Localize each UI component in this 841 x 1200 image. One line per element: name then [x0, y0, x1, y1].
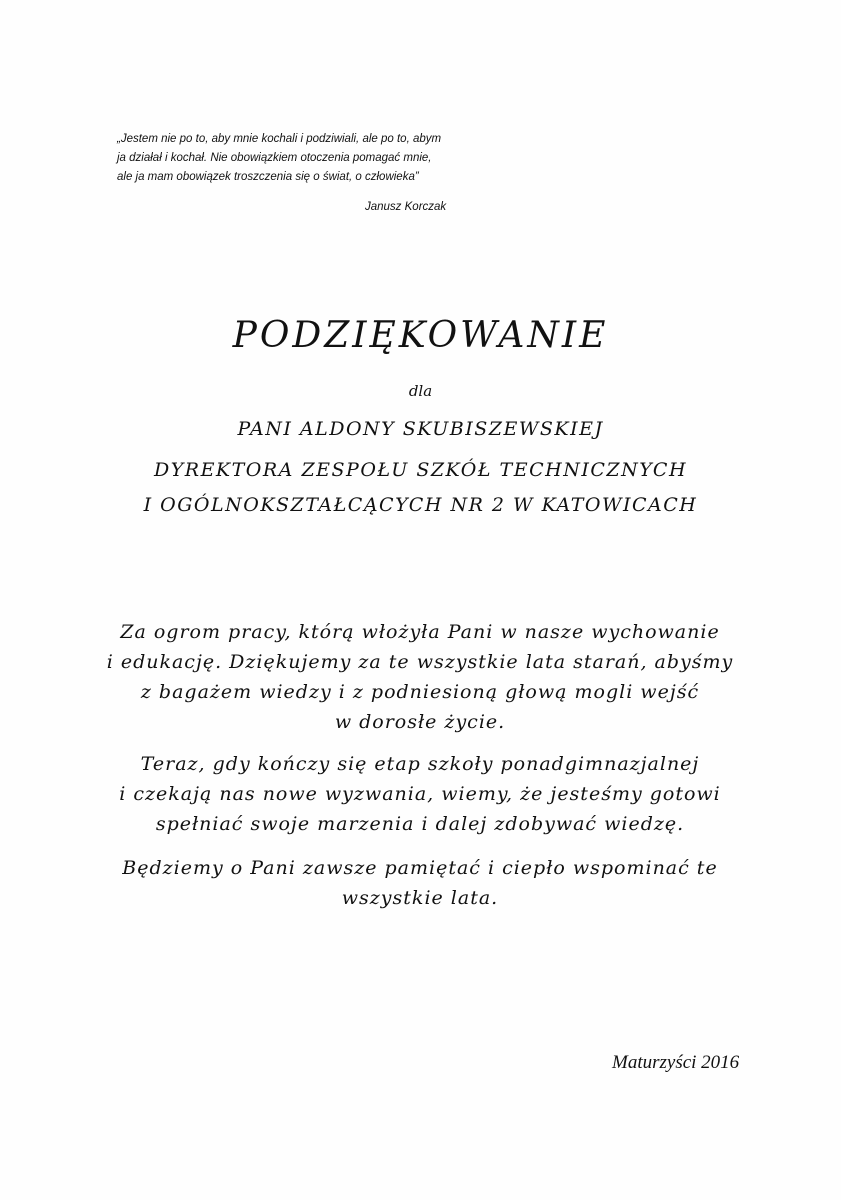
recipient-title-line-2: I OGÓLNOKSZTAŁCĄCYCH NR 2 W KATOWICACH — [143, 494, 698, 516]
body-paragraph-2 — [60, 749, 780, 839]
body-line: Będziemy o Pani zawsze pamiętać i ciepło wspominać te — [122, 857, 718, 879]
signature: Maturzyści 2016 — [612, 1052, 740, 1073]
body-line: i czekają nas nowe wyzwania, wiemy, że jesteśmy gotowi — [119, 783, 721, 805]
body-line: Teraz, gdy kończy się etap szkoły ponadgimnazjalnej — [140, 753, 700, 775]
body-line: Za ogrom pracy, którą włożyła Pani w nasze wychowanie — [120, 621, 720, 643]
recipient-name: PANI ALDONY SKUBISZEWSKIEJ — [237, 418, 604, 440]
page-title: PODZIĘKOWANIE — [232, 315, 609, 356]
epigraph-line: ja działał i kochał. Nie obowiązkiem otoczenia pomagać mnie, — [117, 152, 432, 164]
body-line: w dorosłe życie. — [334, 711, 506, 733]
body-line: i edukację. Dziękujemy za te wszystkie lata starań, abyśmy — [106, 651, 734, 673]
recipient-title-line-1: DYREKTORA ZESPOŁU SZKÓŁ TECHNICZNYCH — [153, 459, 688, 481]
epigraph-quote — [117, 130, 477, 213]
body-paragraph-1 — [60, 617, 780, 737]
epigraph-author: Janusz Korczak — [365, 201, 447, 213]
body-line: z bagażem wiedzy i z podniesioną głową mogli wejść — [140, 681, 700, 703]
body-paragraph-3 — [60, 853, 780, 913]
epigraph-line: „Jestem nie po to, aby mnie kochali i podziwiali, ale po to, abym — [117, 133, 442, 145]
epigraph-line: ale ja mam obowiązek troszczenia się o świat, o człowieka” — [117, 171, 419, 183]
for-label: dla — [408, 382, 433, 400]
body-line: spełniać swoje marzenia i dalej zdobywać wiedzę. — [155, 813, 685, 835]
body-line: wszystkie lata. — [341, 887, 499, 909]
